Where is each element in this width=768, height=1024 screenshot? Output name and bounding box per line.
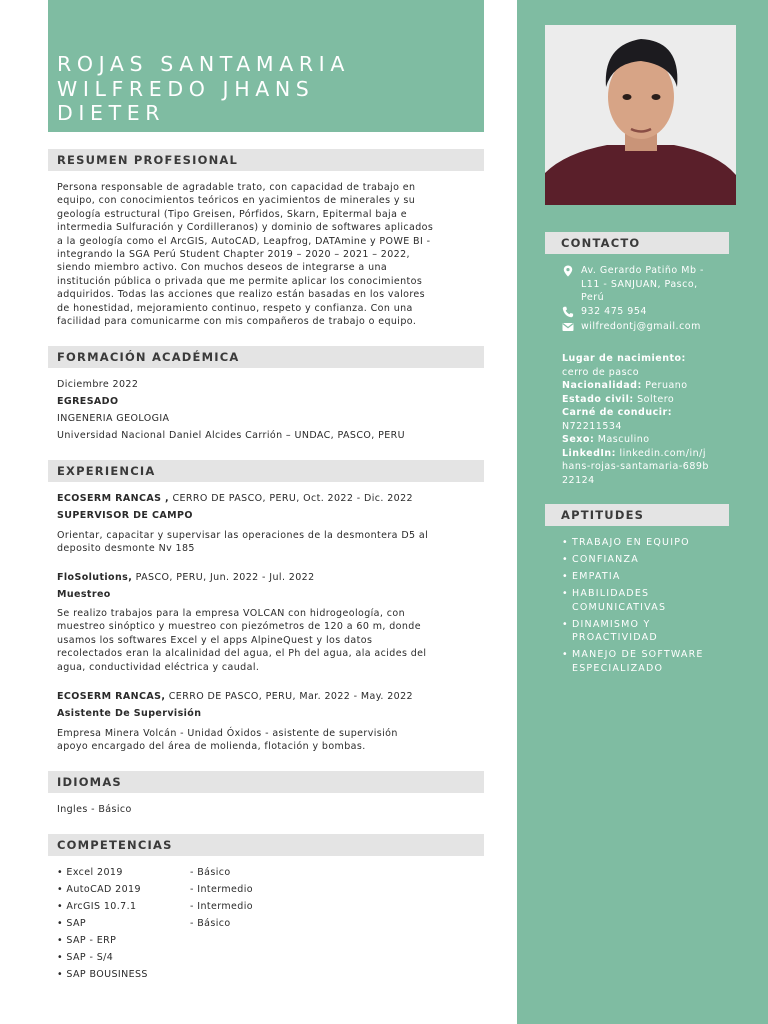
aptitudes-list xyxy=(562,536,732,679)
aptitudes-heading: APTITUDES xyxy=(545,504,729,526)
contacto-heading: CONTACTO xyxy=(545,232,729,254)
birth-value: cerro de pasco xyxy=(562,366,640,378)
contact-email xyxy=(562,320,732,334)
sex-label: Sexo: xyxy=(562,434,595,445)
idiomas-value: Ingles - Básico xyxy=(57,804,132,815)
nationality-label: Nacionalidad: xyxy=(562,380,642,391)
skill-name: • ArcGIS 10.7.1 xyxy=(57,901,137,912)
personal-details xyxy=(562,352,732,487)
text-line: a la geología como el ArcGIS, AutoCAD, Leapfrog, DATAmine y POWE BI - xyxy=(57,235,431,247)
text-line: usamos los softwares Excel y el apps AlpineQuest y los datos xyxy=(57,634,373,646)
formacion-university: Universidad Nacional Daniel Alcides Carrión – UNDAC, PASCO, PERU xyxy=(57,430,405,441)
job-location-dates: CERRO DE PASCO, PERU, Mar. 2022 - May. 2022 xyxy=(165,691,413,702)
name-line: WILFREDO JHANS xyxy=(57,76,315,101)
list-item: • TRABAJO EN EQUIPO xyxy=(562,536,732,550)
list-item: • CONFIANZA xyxy=(562,553,732,567)
list-item xyxy=(57,968,357,985)
skill-level: - Intermedio xyxy=(190,884,253,895)
nationality-value: Peruano xyxy=(641,380,688,391)
list-item: • EMPATIA xyxy=(562,570,732,584)
linkedin-link[interactable]: hans-rojas-santamaria-689b xyxy=(562,461,709,472)
experiencia-heading: EXPERIENCIA xyxy=(48,460,484,482)
job-location-dates: PASCO, PERU, Jun. 2022 - Jul. 2022 xyxy=(132,572,315,583)
location-pin-icon xyxy=(562,265,574,277)
job-role: Asistente De Supervisión xyxy=(57,708,202,719)
linkedin-link[interactable]: 22124 xyxy=(562,474,595,486)
civil-status-value: Soltero xyxy=(633,393,675,405)
job-header xyxy=(57,690,477,703)
list-item: • DINAMISMO Y PROACTIVIDAD xyxy=(562,618,732,645)
competencias-list xyxy=(57,866,357,985)
address-line: Av. Gerardo Patiño Mb - xyxy=(581,265,704,276)
text-line: recolectados eran la alcalinidad del agua, el Ph del agua, ala acides del xyxy=(57,648,427,660)
idiomas-heading: IDIOMAS xyxy=(48,771,484,793)
linkedin-label: LinkedIn: xyxy=(562,447,616,459)
skill-level: - Básico xyxy=(190,918,231,929)
linkedin-link[interactable]: linkedin.com/in/j xyxy=(615,447,707,459)
contact-address xyxy=(562,264,732,306)
text-line: muestreo sinóptico y muestreo con piezómetros de 120 a 60 m, donde xyxy=(57,621,421,633)
job-role: SUPERVISOR DE CAMPO xyxy=(57,510,193,521)
job-description xyxy=(57,529,477,556)
resumen-heading: RESUMEN PROFESIONAL xyxy=(48,149,484,171)
resumen-text xyxy=(57,181,477,328)
job-company: ECOSERM RANCAS, xyxy=(57,691,166,702)
formacion-status: EGRESADO xyxy=(57,396,119,407)
skill-name: • SAP BOUSINESS xyxy=(57,969,148,980)
skill-name: • SAP - S/4 xyxy=(57,952,114,963)
text-line: Orientar, capacitar y supervisar las operaciones de la desmontera D5 al xyxy=(57,530,429,541)
competencias-heading: COMPETENCIAS xyxy=(48,834,484,856)
job-company: FloSolutions, xyxy=(57,572,133,583)
text-line: siendo miembro activo. Con muchos deseos de integrarse a una xyxy=(57,262,388,274)
job-description xyxy=(57,727,477,754)
list-item xyxy=(57,917,357,934)
list-item: • HABILIDADES COMUNICATIVAS xyxy=(562,587,732,614)
envelope-icon xyxy=(562,321,574,333)
job-description xyxy=(57,607,477,674)
text-line: integrando la SGA Perú Student Chapter 2019 – 2020 – 2021 – 2022, xyxy=(57,249,410,261)
skill-name: • SAP xyxy=(57,918,87,929)
list-item xyxy=(57,951,357,968)
job-role: Muestreo xyxy=(57,589,111,600)
full-name xyxy=(57,52,477,126)
name-line: ROJAS SANTAMARIA xyxy=(57,52,350,76)
text-line: institución pública o privada que me permite aplicar los conocimientos xyxy=(57,275,423,287)
text-line: facilidad para comunicarme con mis compañeros de trabajo o equipo. xyxy=(57,316,417,328)
text-line: de honestidad, mejoramiento continuo, respeto y confianza. Con una xyxy=(57,302,413,314)
formacion-heading: FORMACIÓN ACADÉMICA xyxy=(48,346,484,368)
list-item xyxy=(57,866,357,883)
phone-text[interactable]: 932 475 954 xyxy=(581,306,647,317)
address-line: L11 - SANJUAN, Pasco, xyxy=(581,278,698,290)
text-line: equipo, con conocimientos teóricos en yacimientos de minerales y su xyxy=(57,195,416,207)
license-value: N72211534 xyxy=(562,420,622,432)
list-item xyxy=(57,900,357,917)
civil-status-label: Estado civil: xyxy=(562,393,634,405)
text-line: agua, conductividad eléctrica y caudal. xyxy=(57,661,260,673)
list-item: • MANEJO DE SOFTWARE ESPECIALIZADO xyxy=(562,648,732,675)
job-location-dates: CERRO DE PASCO, PERU, Oct. 2022 - Dic. 2022 xyxy=(169,493,413,504)
skill-level: - Intermedio xyxy=(190,901,253,912)
contact-phone xyxy=(562,305,732,319)
text-line: Se realizo trabajos para la empresa VOLCAN con hidrogeología, con xyxy=(57,608,405,619)
address-line: Perú xyxy=(581,292,605,303)
skill-name: • Excel 2019 xyxy=(57,867,123,878)
skill-name: • SAP - ERP xyxy=(57,935,117,946)
birth-label: Lugar de nacimiento: xyxy=(562,353,686,364)
text-line: adquiridos. Todas las acciones que realizo están basadas en los valores xyxy=(57,289,426,301)
text-line: deposito desmonte Nv 185 xyxy=(57,543,195,555)
formacion-date: Diciembre 2022 xyxy=(57,379,139,390)
text-line: Empresa Minera Volcán - Unidad Óxidos - asistente de supervisión xyxy=(57,728,398,739)
list-item xyxy=(57,934,357,951)
job-header xyxy=(57,492,477,505)
job-company: ECOSERM RANCAS , xyxy=(57,493,170,504)
job-header xyxy=(57,571,477,584)
sex-value: Masculino xyxy=(594,434,650,445)
skill-level: - Básico xyxy=(190,867,231,878)
profile-photo xyxy=(545,25,736,205)
phone-icon xyxy=(562,306,574,318)
name-line: DIETER xyxy=(57,101,166,125)
email-link[interactable]: wilfredontj@gmail.com xyxy=(581,321,701,332)
license-label: Carné de conducir: xyxy=(562,407,672,418)
list-item xyxy=(57,883,357,900)
text-line: apoyo encargado del área de molienda, flotación y bombas. xyxy=(57,741,366,753)
formacion-career: INGENERIA GEOLOGIA xyxy=(57,413,170,424)
text-line: Persona responsable de agradable trato, con capacidad de trabajo en xyxy=(57,182,416,193)
skill-name: • AutoCAD 2019 xyxy=(57,884,141,895)
text-line: geología estructural (Tipo Greisen, Pórfidos, Skarn, Epitermal baja e xyxy=(57,208,407,220)
text-line: intermedia Sulfuración y Cordilleranos) y dominio de softwares aplicados xyxy=(57,222,434,234)
